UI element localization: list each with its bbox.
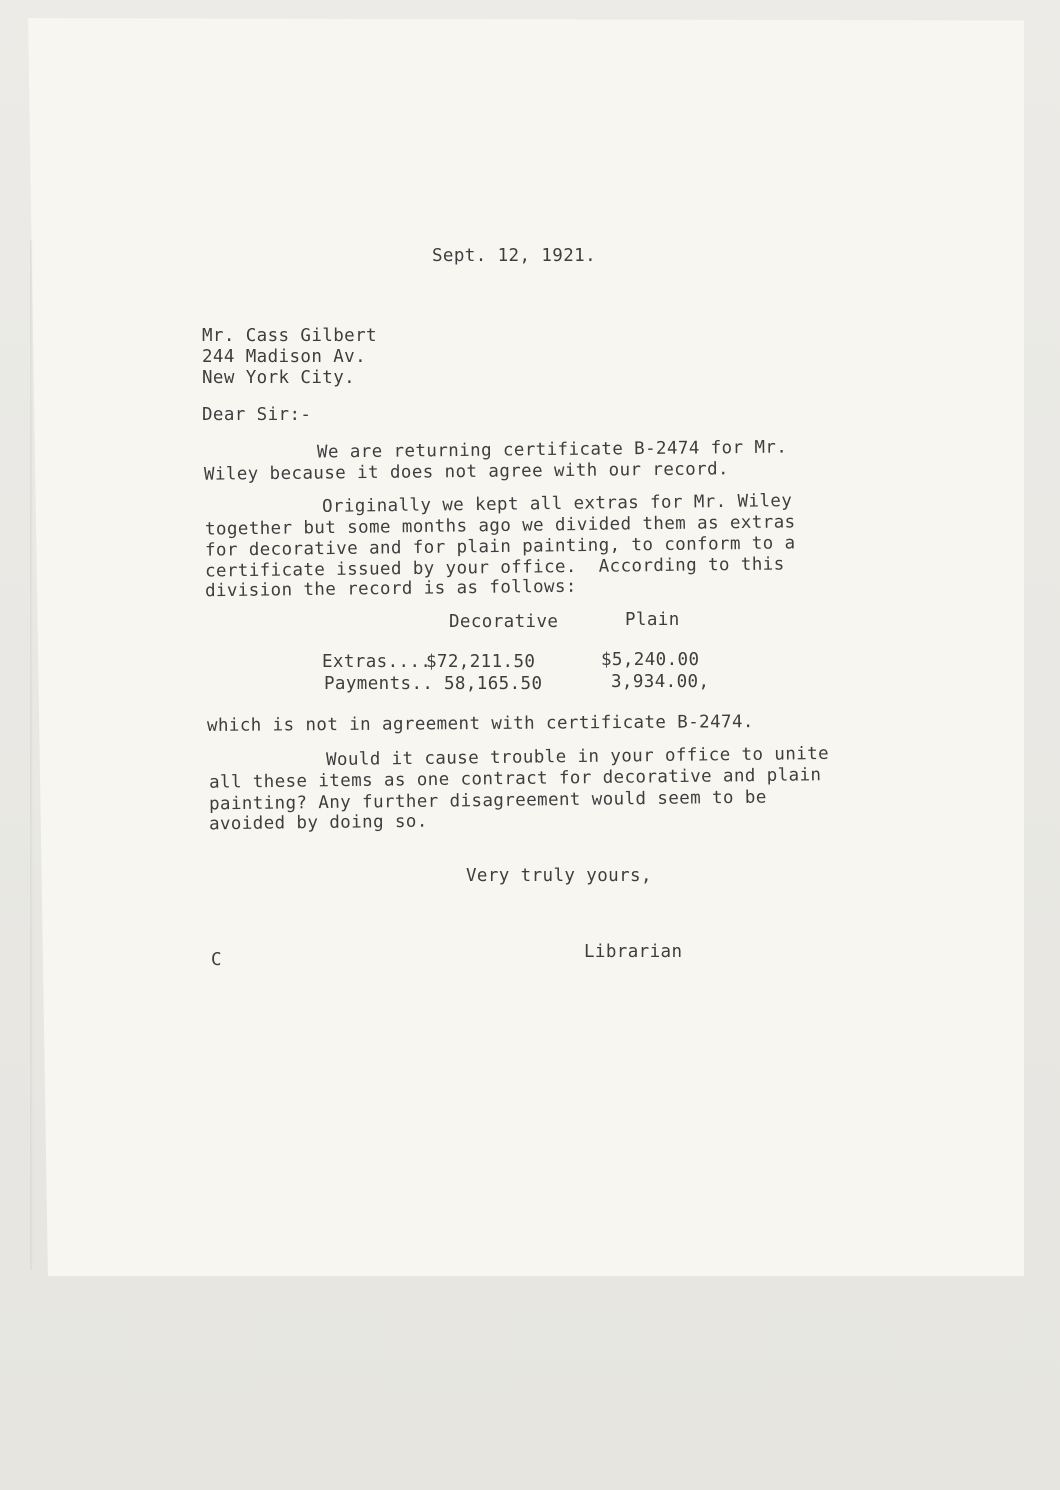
- recipient-name: Mr. Cass Gilbert: [202, 326, 377, 346]
- paragraph2-line1: Originally we kept all extras for Mr. Wiley: [321, 491, 793, 517]
- table-row-label: Payments..: [324, 674, 434, 694]
- closing: Very truly yours,: [466, 866, 652, 886]
- paragraph2-line2: together but some months ago we divided them as extras: [204, 512, 796, 540]
- recipient-city: New York City.: [202, 368, 356, 388]
- table-cell-decorative: $72,211.50: [426, 652, 536, 672]
- paragraph1-line2: Wiley because it does not agree with our record.: [203, 459, 730, 485]
- paragraph4-line4: avoided by doing so.: [208, 811, 428, 835]
- table-header-plain: Plain: [625, 610, 680, 630]
- table-row-label: Extras....: [322, 652, 432, 672]
- recipient-street: 244 Madison Av.: [202, 347, 367, 367]
- signature-title: Librarian: [584, 942, 683, 962]
- paragraph2-line4: certificate issued by your office. According to this: [204, 554, 785, 582]
- table-cell-plain: 3,934.00,: [611, 672, 710, 692]
- paragraph4-line1: Would it cause trouble in your office to unite: [325, 743, 830, 771]
- page-edge-shadow: [30, 240, 33, 1270]
- paragraph2-line5: division the record is as follows:: [204, 576, 577, 602]
- salutation: Dear Sir:-: [202, 405, 312, 425]
- letter-date: Sept. 12, 1921.: [432, 246, 597, 266]
- paragraph4-line2: all these items as one contract for decorative and plain: [208, 765, 822, 793]
- table-header-decorative: Decorative: [449, 612, 559, 632]
- paragraph4-line3: painting? Any further disagreement would seem to be: [208, 787, 767, 815]
- typist-initial: C: [211, 950, 222, 970]
- table-cell-decorative: 58,165.50: [444, 674, 543, 694]
- paragraph2-line3: for decorative and for plain painting, to conform to a: [204, 533, 796, 561]
- paragraph3: which is not in agreement with certificate B-2474.: [206, 712, 754, 736]
- table-cell-plain: $5,240.00: [601, 650, 700, 670]
- paragraph1-line1: We are returning certificate B-2474 for Mr.: [316, 437, 788, 463]
- letter-page: [28, 18, 1024, 1276]
